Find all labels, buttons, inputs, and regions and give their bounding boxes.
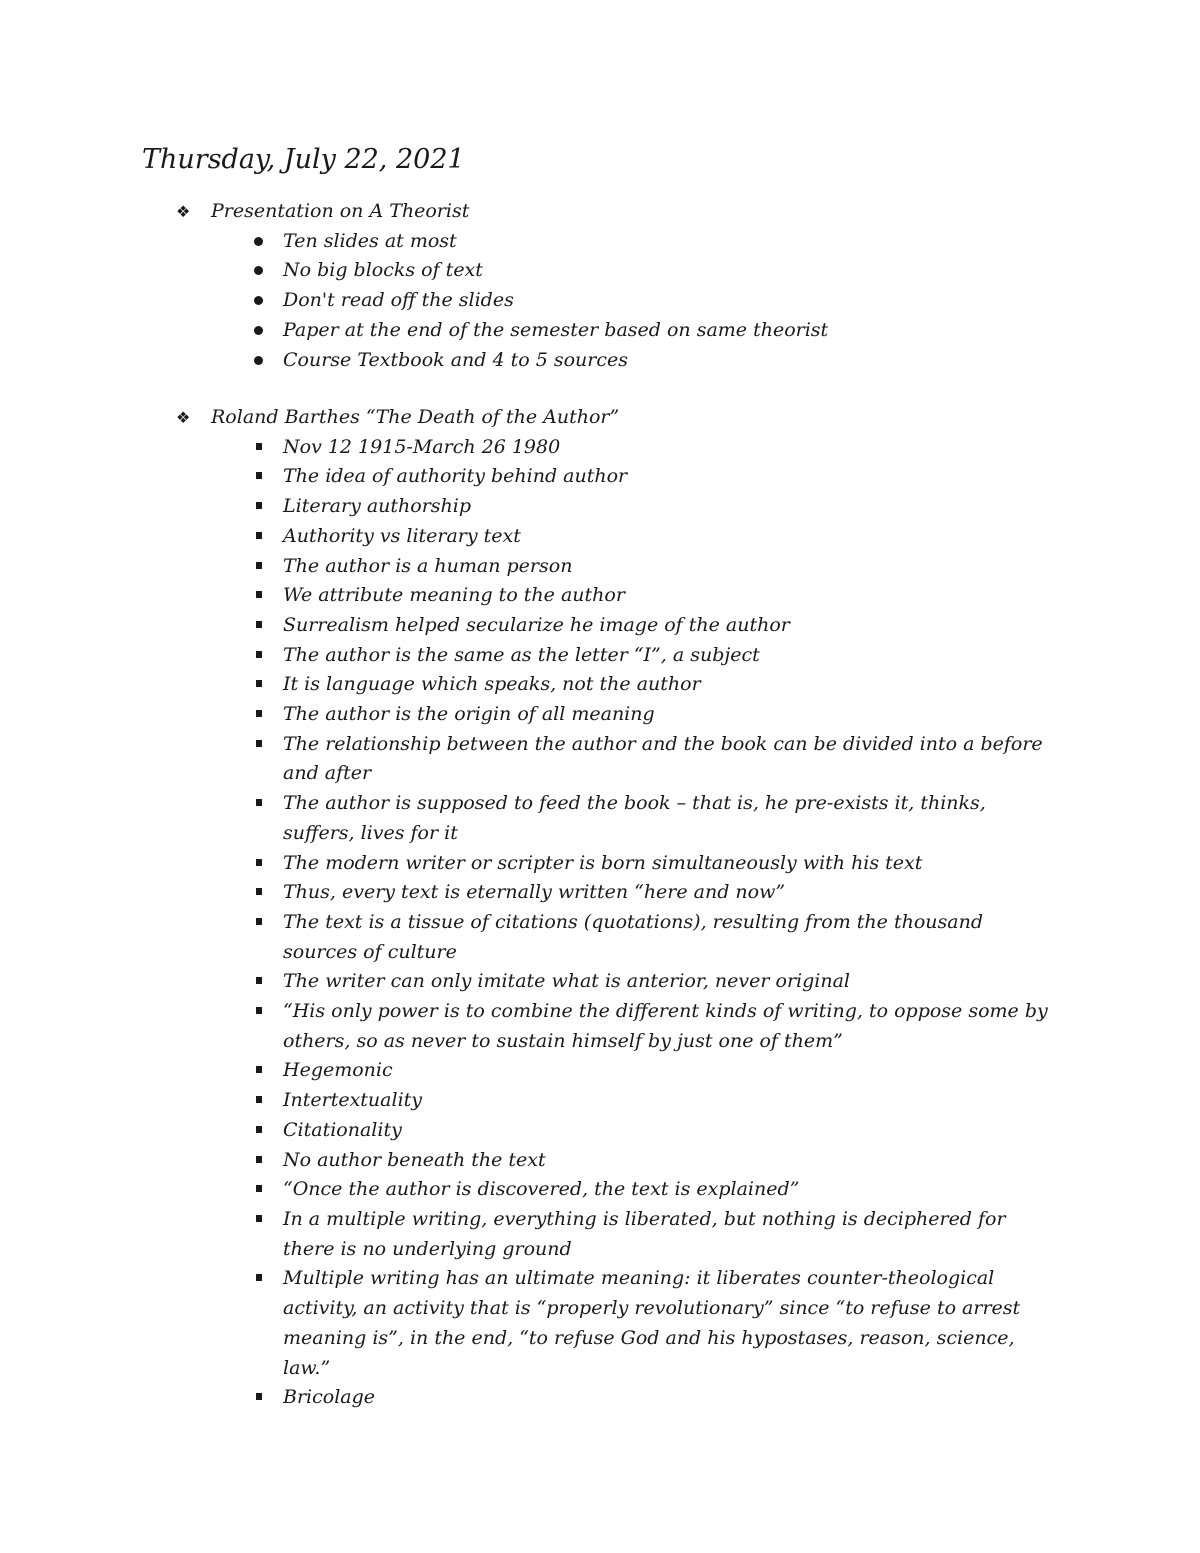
list-item — [0, 967, 1063, 997]
list-item-text: Don't read off the slides — [283, 289, 514, 312]
list-item — [0, 1056, 1063, 1086]
list-item-text: The text is a tissue of citations (quotations), resulting from the thousand sources of culture — [283, 910, 983, 963]
square-bullet-icon — [256, 680, 262, 687]
list-item — [0, 286, 1063, 316]
square-bullet-icon — [256, 591, 262, 598]
list-item-text: The author is a human person — [283, 554, 573, 577]
section-title-text: Roland Barthes “The Death of the Author” — [211, 406, 620, 428]
list-item-text: The relationship between the author and the book can be divided into a before and after — [283, 732, 1043, 785]
list-item-text: The author is the origin of all meaning — [283, 703, 655, 726]
list-item-text: We attribute meaning to the author — [283, 584, 625, 607]
list-item — [0, 1116, 1063, 1146]
square-bullet-icon — [256, 977, 262, 984]
diamond-bullet-icon: ❖ — [176, 408, 191, 427]
square-bullet-icon — [256, 710, 262, 717]
diamond-bullet-icon: ❖ — [176, 202, 191, 221]
list-item — [0, 1264, 1063, 1383]
list-item — [0, 256, 1063, 286]
round-bullet-icon — [254, 296, 263, 305]
square-bullet-icon — [256, 918, 262, 925]
list-item — [0, 878, 1063, 908]
list-item-text: “Once the author is discovered, the text is explained” — [283, 1178, 800, 1201]
section-title — [0, 197, 1200, 227]
square-bullet-icon — [256, 888, 262, 895]
list-item — [0, 346, 1063, 376]
list-item — [0, 1383, 1063, 1413]
square-bullet-icon — [256, 621, 262, 628]
list-item-text: Intertextuality — [283, 1089, 423, 1112]
square-bullet-icon — [256, 472, 262, 479]
square-bullet-icon — [256, 799, 262, 806]
list-item — [0, 997, 1063, 1056]
list-item-text: The writer can only imitate what is anterior, never original — [283, 970, 850, 993]
list-item — [0, 433, 1063, 463]
list-item-text: Bricolage — [283, 1386, 376, 1409]
round-bullet-icon — [254, 237, 263, 246]
list-item-text: The idea of authority behind author — [283, 465, 628, 488]
square-bullet-icon — [256, 1096, 262, 1103]
list-item — [0, 1086, 1063, 1116]
square-bullet-icon — [256, 562, 262, 569]
list-item — [0, 552, 1063, 582]
list-item — [0, 581, 1063, 611]
list-item-text: Hegemonic — [283, 1059, 393, 1082]
list-item-text: Course Textbook and 4 to 5 sources — [283, 348, 628, 371]
list-item — [0, 522, 1063, 552]
list-item — [0, 611, 1063, 641]
round-bullet-icon — [254, 326, 263, 335]
square-bullet-icon — [256, 740, 262, 747]
square-bullet-icon — [256, 1007, 262, 1014]
list-item — [0, 789, 1063, 848]
square-bullet-icon — [256, 1393, 262, 1400]
list-item — [0, 1175, 1063, 1205]
list-item — [0, 462, 1063, 492]
square-bullet-icon — [256, 443, 262, 450]
section-title — [0, 403, 1200, 433]
list-item-text: No author beneath the text — [283, 1148, 546, 1171]
square-bullet-icon — [256, 651, 262, 658]
section-presentation — [0, 197, 1200, 375]
list-item — [0, 1205, 1063, 1264]
list-item — [0, 849, 1063, 879]
list-item-text: It is language which speaks, not the author — [283, 673, 701, 696]
list-item-text: Thus, every text is eternally written “here and now” — [283, 881, 786, 904]
list-item — [0, 908, 1063, 967]
square-bullet-icon — [256, 1185, 262, 1192]
date-heading: Thursday, July 22, 2021 — [142, 144, 465, 175]
list-item-text: In a multiple writing, everything is liberated, but nothing is deciphered for there is no underlying ground — [283, 1207, 1006, 1260]
list-item-text: Paper at the end of the semester based on same theorist — [283, 318, 829, 341]
list-item-text: Nov 12 1915-March 26 1980 — [283, 435, 561, 458]
square-bullet-icon — [256, 502, 262, 509]
list-item-text: Multiple writing has an ultimate meaning: it liberates counter-theological activity, an activity that is “properly revolutionary” since “to refuse to arrest meaning is”, in the end, “to refuse God and his hypostases, reason, science, law.” — [283, 1267, 1021, 1379]
list-item-text: The author is supposed to feed the book – that is, he pre-exists it, thinks, suffers, lives for it — [283, 792, 986, 844]
list-item — [0, 730, 1063, 789]
list-item — [0, 492, 1063, 522]
list-item-text: Citationality — [283, 1118, 402, 1141]
list-item-text: Surrealism helped secularize he image of the author — [283, 613, 790, 636]
list-item — [0, 670, 1063, 700]
square-bullet-icon — [256, 1156, 262, 1163]
square-bullet-icon — [256, 1066, 262, 1073]
list-item-text: The modern writer or scripter is born simultaneously with his text — [283, 851, 923, 874]
square-bullet-icon — [256, 859, 262, 866]
list-item-text: No big blocks of text — [283, 259, 483, 282]
list-item — [0, 700, 1063, 730]
list-item — [0, 227, 1063, 257]
list-item — [0, 316, 1063, 346]
square-bullet-icon — [256, 1274, 262, 1281]
list-item — [0, 1146, 1063, 1176]
list-item-text: Ten slides at most — [283, 229, 457, 252]
round-bullet-icon — [254, 356, 263, 365]
list-item-text: “His only power is to combine the different kinds of writing, to oppose some by others, so as never to sustain himself by just one of them” — [283, 1000, 1048, 1052]
list-item-text: Literary authorship — [283, 495, 472, 518]
list-item-text: The author is the same as the letter “I”, a subject — [283, 643, 760, 666]
square-bullet-icon — [256, 1215, 262, 1222]
section-barthes — [0, 403, 1200, 1413]
list-item-text: Authority vs literary text — [283, 524, 521, 547]
square-bullet-icon — [256, 532, 262, 539]
section-title-text: Presentation on A Theorist — [211, 200, 470, 222]
square-bullet-icon — [256, 1126, 262, 1133]
list-item — [0, 641, 1063, 671]
round-bullet-icon — [254, 266, 263, 275]
